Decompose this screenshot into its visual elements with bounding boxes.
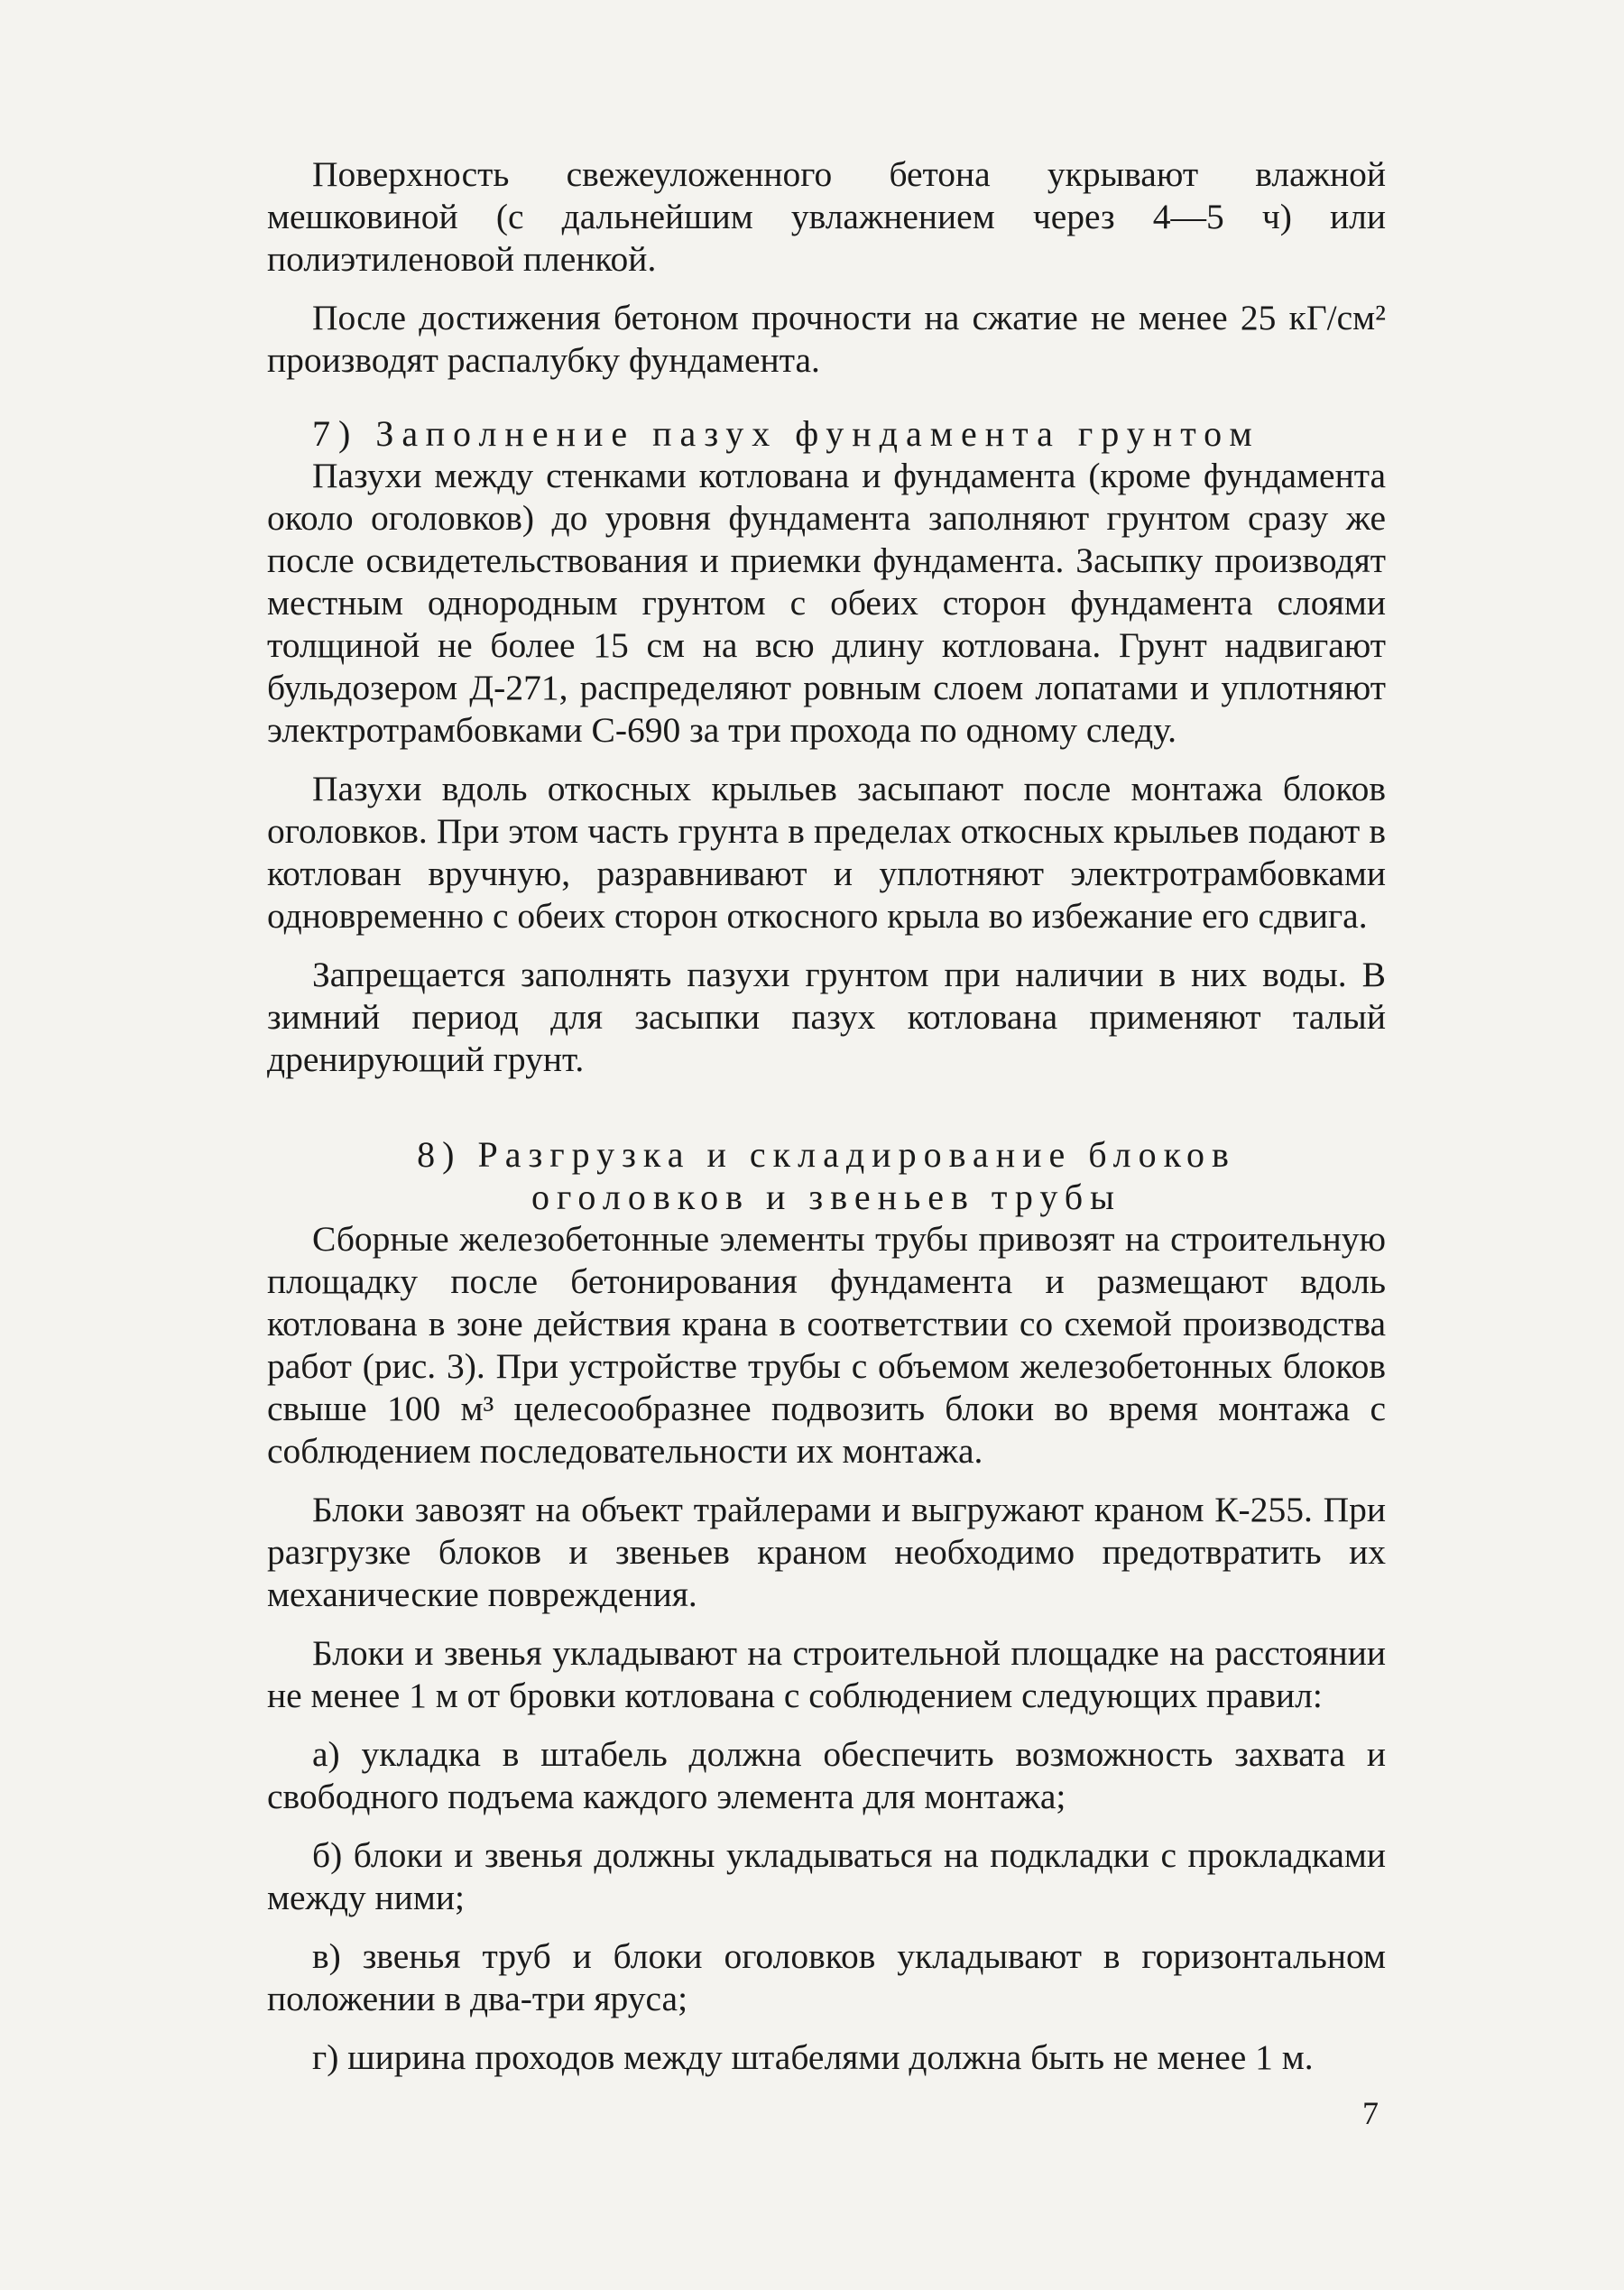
- paragraph-backfill-sinuses: Пазухи между стенками котлована и фундамента (кроме фундамента около оголовков) до уровня фундамента заполняют грунтом сразу же после освидетельствования и приемки фундамента. Засыпку производят местным однородным грунтом с обеих сторон фундамента слоями толщиной не более 15 см на всю длину котлована. Грунт надвигают бульдозером Д-271, распределяют ровным слоем лопатами и уплотняют электротрамбовками С-690 за три прохода по одному следу.: [267, 456, 1386, 750]
- paragraph-wing-walls-backfill: Пазухи вдоль откосных крыльев засыпают после монтажа блоков оголовков. При этом часть грунта в пределах откосных крыльев подают в котлован вручную, разравнивают и уплотняют электротрамбовками одновременно с обеих сторон откосного крыла во избежание его сдвига.: [267, 769, 1386, 936]
- page-number: 7: [1362, 2095, 1379, 2131]
- section-8-heading: [267, 1133, 1386, 1218]
- rule-item-b: б) блоки и звенья должны укладываться на подкладки с прокладками между ними;: [267, 1835, 1386, 1917]
- page-content: [267, 153, 1386, 2079]
- paragraph-precast-elements: Сборные железобетонные элементы трубы привозят на строительную площадку после бетонирования фундамента и размещают вдоль котлована в зоне действия крана в соответствии со схемой производства работ (рис. 3). При устройстве трубы с объемом железобетонных блоков свыше 100 м³ целесообразнее подвозить блоки во время монтажа с соблюдением последовательности их монтажа.: [267, 1219, 1386, 1471]
- rule-item-c: в) звенья труб и блоки оголовков укладывают в горизонтальном положении в два-три яруса;: [267, 1936, 1386, 2018]
- section-8-heading-line-2: оголовков и звеньев трубы: [531, 1177, 1122, 1217]
- paragraph-concrete-covering: Поверхность свежеуложенного бетона укрывают влажной мешковиной (с дальнейшим увлажнением через 4—5 ч) или полиэтиленовой пленкой.: [267, 154, 1386, 279]
- section-7-heading: 7) Заполнение пазух фундамента грунтом: [312, 413, 1260, 454]
- paragraph-storage-rules-intro: Блоки и звенья укладывают на строительной площадке на расстоянии не менее 1 м от бровки котлована с соблюдением следующих правил:: [267, 1633, 1386, 1715]
- paragraph-unloading: Блоки завозят на объект трайлерами и выгружают краном К-255. При разгрузке блоков и звеньев краном необходимо предотвратить их механические повреждения.: [267, 1490, 1386, 1614]
- paragraph-water-prohibition: Запрещается заполнять пазухи грунтом при наличии в них воды. В зимний период для засыпки пазух котлована применяют талый дренирующий грунт.: [267, 955, 1386, 1079]
- section-8-heading-line-1: 8) Разгрузка и складирование блоков: [417, 1134, 1236, 1175]
- paragraph-formwork-removal: После достижения бетоном прочности на сжатие не менее 25 кГ/см² производят распалубку фундамента.: [267, 298, 1386, 380]
- rule-item-d: г) ширина проходов между штабелями должна быть не менее 1 м.: [312, 2037, 1314, 2077]
- rule-item-a: а) укладка в штабель должна обеспечить возможность захвата и свободного подъема каждого элемента для монтажа;: [267, 1734, 1386, 1816]
